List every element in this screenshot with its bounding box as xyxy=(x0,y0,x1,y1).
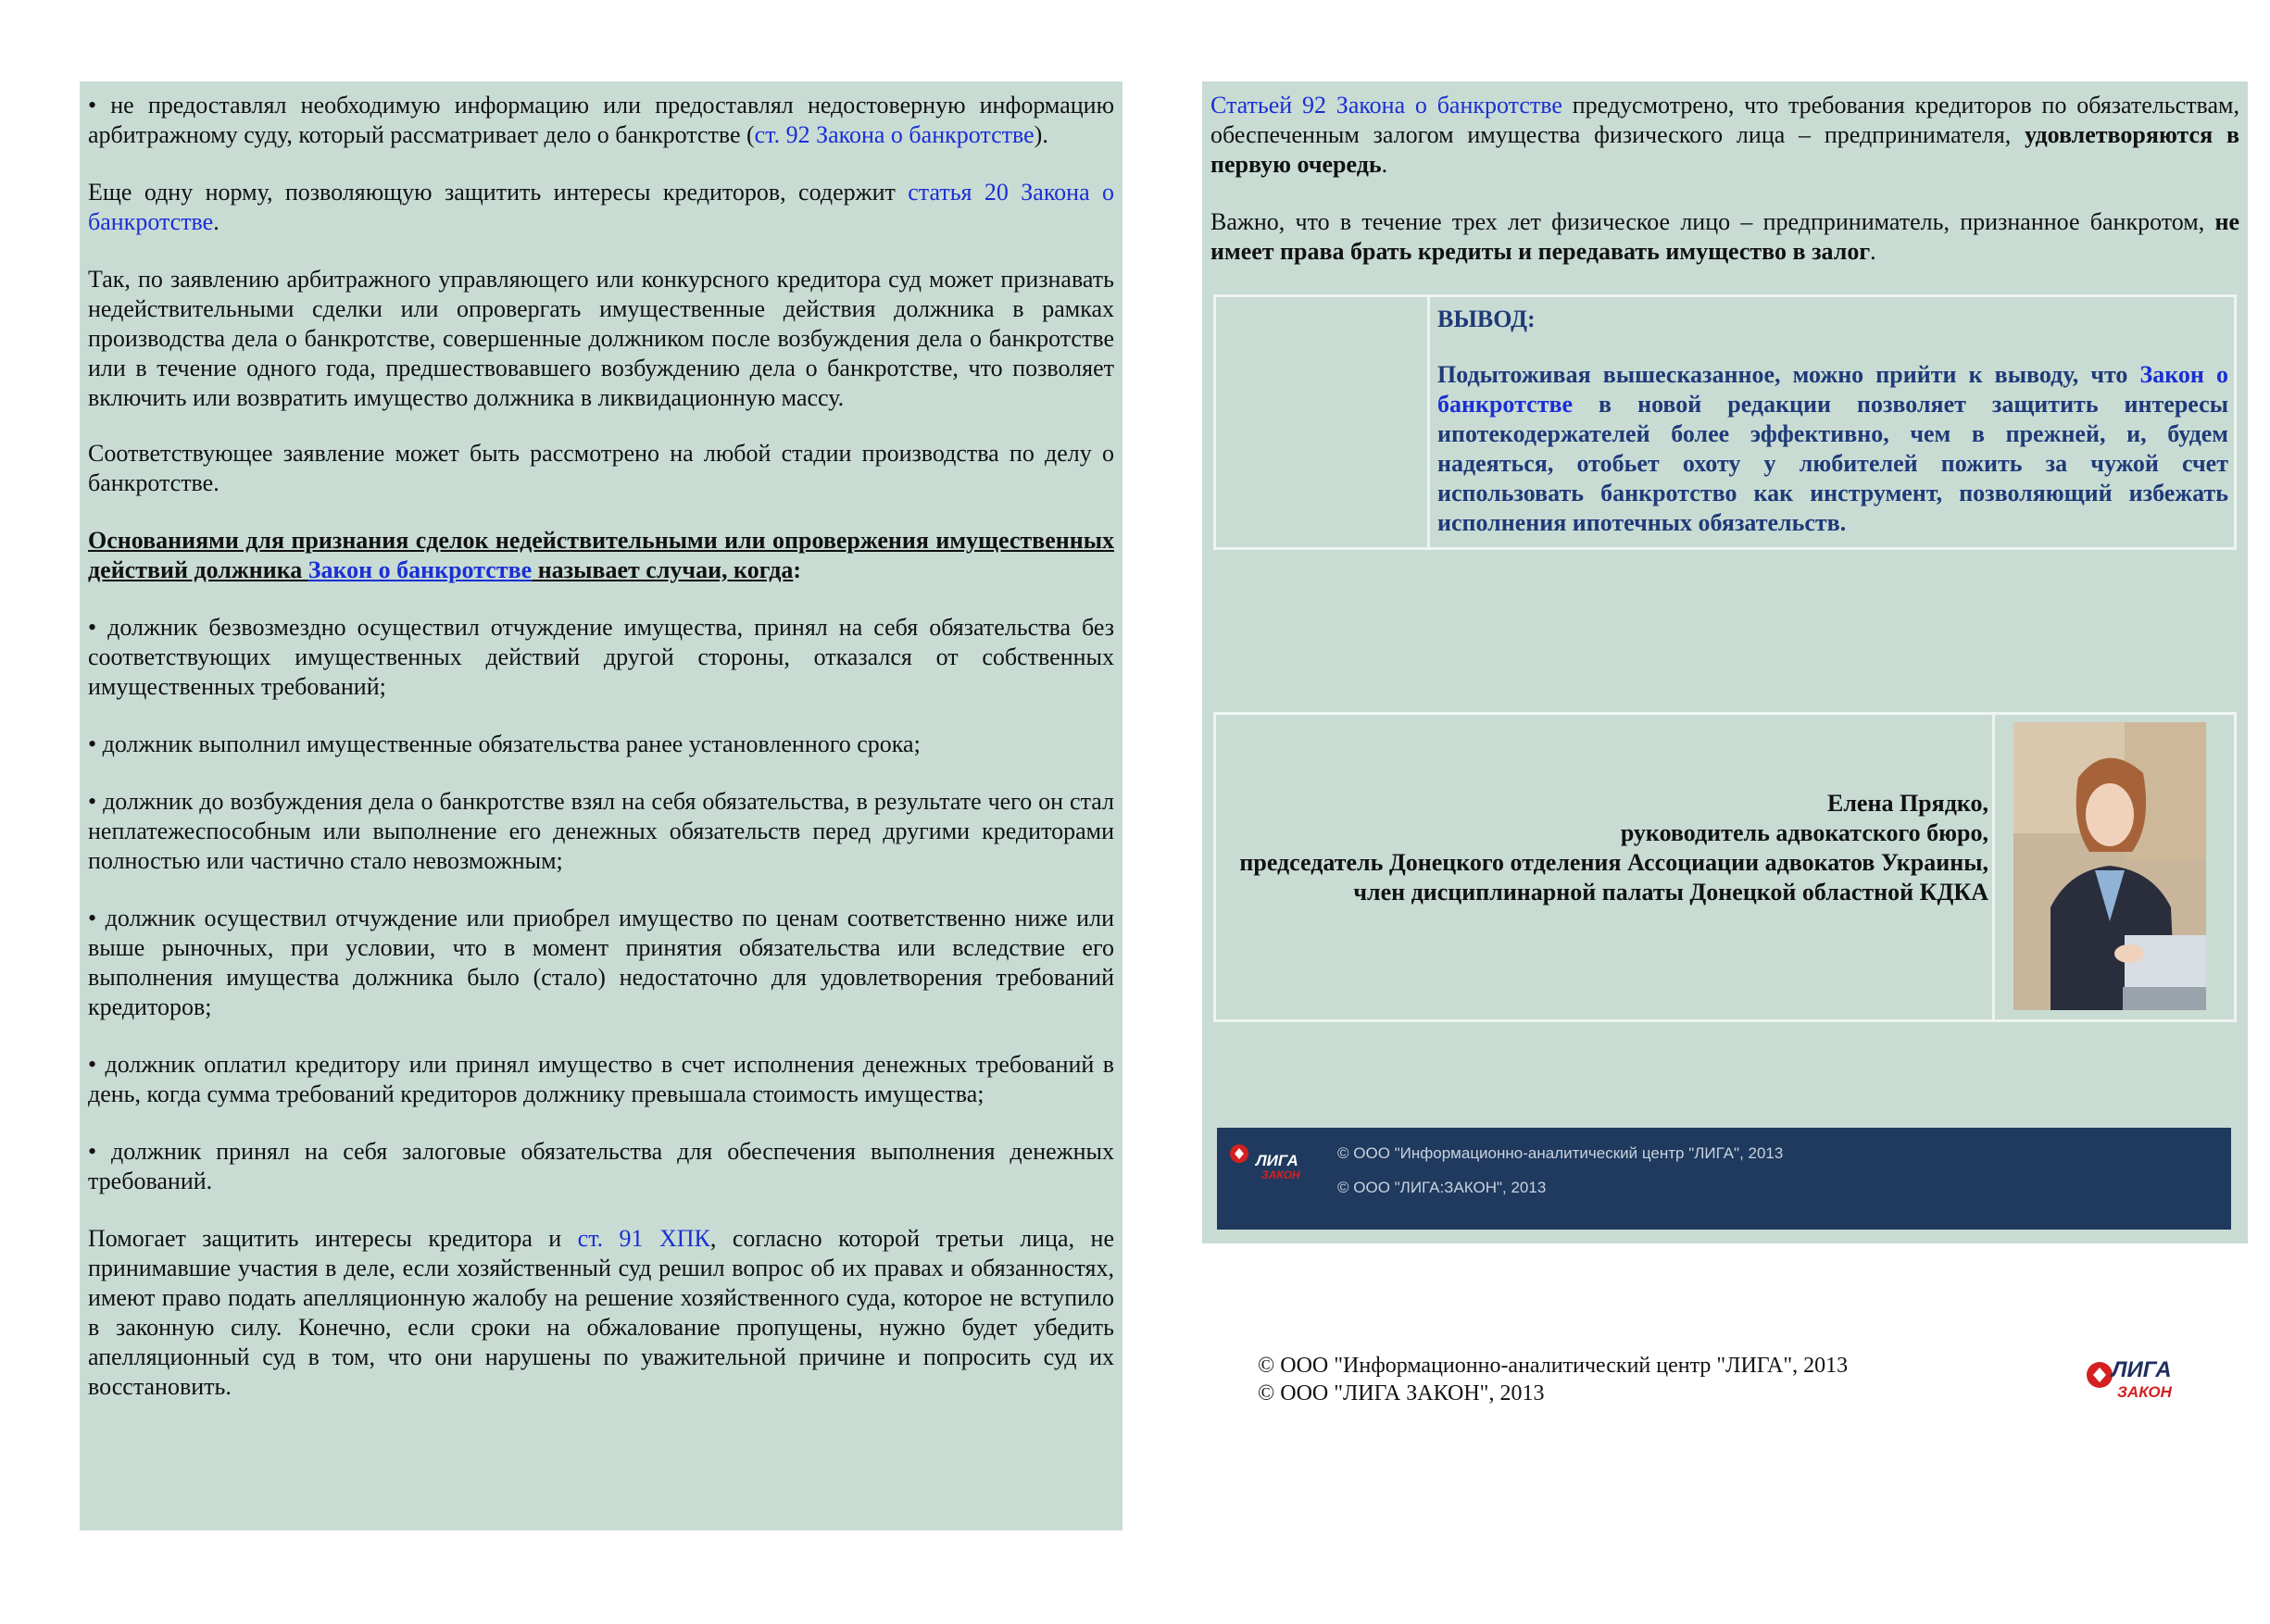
conclusion-title: ВЫВОД: xyxy=(1437,306,1536,332)
link-art-91-hpk[interactable]: ст. 91 ХПК xyxy=(577,1225,710,1252)
bullet-item: • должник выполнил имущественные обязательства ранее установленного срока; xyxy=(88,731,921,757)
paragraph-art-91: Помогает защитить интересы кредитора и ст. 91 ХПК, согласно которой третьи лица, не принимавшие участия в деле, если хозяйственный суд решил вопрос об их правах и обязанностях, имеют право подать апелляционную жалобу на решение хозяйственного суда, которое не вступило в законную силу. Конечно, если сроки на обжалование пропущены, нужно будет убедить апелляционный суд в том, что они нарушены по уважительной причине и попросить суд их восстановить. xyxy=(88,1225,1114,1400)
footer-copyright-line1: © ООО "Информационно-аналитический центр "ЛИГА", 2013 xyxy=(1258,1354,1849,1378)
footer-logo-zakon: ЗАКОН xyxy=(2117,1383,2172,1401)
banner-copyright-line2: © ООО "ЛИГА:ЗАКОН", 2013 xyxy=(1337,1179,1547,1196)
conclusion-text: Подытоживая вышесказанное, можно прийти к выводу, что Закон о банкротстве в новой редакции позволяет защитить интересы ипотекодержателей более эффективно, чем в прежней, и, будем надеяться, отобьет охоту у любителей пожить за чужой счет использовать банкротство как инструмент, позволяющий избежать исполнения ипотечных обязательств. xyxy=(1437,361,2228,536)
author-name: Елена Прядко, xyxy=(1827,790,1988,817)
author-title: руководитель адвокатского бюро, xyxy=(1620,819,1988,846)
link-art-20[interactable]: статья 20 Закона о банкротстве xyxy=(88,179,1114,235)
link-law-conclusion[interactable]: Закон о банкротстве xyxy=(1437,361,2228,418)
banner-logo-liga: ЛИГА xyxy=(1256,1152,1298,1169)
link-art-92[interactable]: ст. 92 Закона о банкротстве xyxy=(754,121,1035,148)
author-membership: член дисциплинарной палаты Донецкой областной КДКА xyxy=(1353,879,1988,906)
copyright-banner xyxy=(1217,1128,2231,1230)
author-position: председатель Донецкого отделения Ассоциации адвокатов Украины, xyxy=(1239,849,1988,876)
author-box xyxy=(1213,712,2237,1022)
paragraph-info-bullet: • не предоставлял необходимую информацию или предоставлял недостоверную информацию арбитражному суду, который рассматривает дело о банкротстве (ст. 92 Закона о банкротстве). xyxy=(88,92,1114,148)
banner-copyright-line1: © ООО "Информационно-аналитический центр "ЛИГА", 2013 xyxy=(1337,1144,1784,1162)
conclusion-content xyxy=(1430,297,2234,547)
link-art-92-right[interactable]: Статьей 92 Закона о банкротстве xyxy=(1210,92,1562,119)
paragraph-invalid-deals: Так, по заявлению арбитражного управляющего или конкурсного кредитора суд может признавать недействительными сделки или опровергать имущественные действия должника в рамках производства дела о банкротстве, совершенные должником после возбуждения дела о банкротстве или в течение одного года, предшествовавшего возбуждению дела о банкротстве, что позволяет включить или возвратить имущество должника в ликвидационную массу. xyxy=(88,266,1114,411)
right-column xyxy=(1202,81,2248,1243)
bullet-item: • должник безвозмездно осуществил отчуждение имущества, принял на себя обязательства без соответствующих имущественных действий другой стороны, отказался от собственных имущественных требований; xyxy=(88,614,1114,700)
footer-copyright-line2: © ООО "ЛИГА ЗАКОН", 2013 xyxy=(1258,1381,1545,1405)
left-column xyxy=(80,81,1122,1530)
author-photo-cell xyxy=(1995,715,2234,1019)
bullet-item: • должник до возбуждения дела о банкротстве взял на себя обязательства, в результате чего он стал неплатежеспособным или выполнение его денежных обязательств перед другими кредиторами полностью или частично стало невозможным; xyxy=(88,788,1114,874)
banner-logo-zakon: ЗАКОН xyxy=(1261,1168,1300,1181)
paragraph-three-years: Важно, что в течение трех лет физическое лицо – предприниматель, признанное банкротом, не имеет права брать кредиты и передавать имущество в залог. xyxy=(1210,208,2239,265)
bullet-item: • должник осуществил отчуждение или приобрел имущество по ценам соответственно ниже или выше рыночных, при условии, что в момент принятия обязательства или вследствие его выполнения имущества должника было (стало) недостаточно для удовлетворения требований кредиторов; xyxy=(88,905,1114,1020)
author-photo xyxy=(2013,722,2206,1010)
paragraph-art-20: Еще одну норму, позволяющую защитить интересы кредиторов, содержит статья 20 Закона о банкротстве. xyxy=(88,179,1114,235)
footer-logo-liga: ЛИГА xyxy=(2112,1357,2172,1382)
author-credits xyxy=(1216,715,1995,1019)
conclusion-box xyxy=(1213,294,2237,550)
liga-logo-icon xyxy=(2084,1359,2115,1391)
paragraph-grounds-heading: Основаниями для признания сделок недействительными или опровержения имущественных действий должника Закон о банкротстве называет случаи, когда: xyxy=(88,527,1114,583)
liga-zakon-logo xyxy=(2084,1354,2191,1405)
conclusion-empty-cell xyxy=(1216,297,1430,547)
page-footer xyxy=(1258,1352,1848,1407)
bullet-item: • должник принял на себя залоговые обязательства для обеспечения выполнения денежных требований. xyxy=(88,1138,1114,1194)
bullet-item: • должник оплатил кредитору или принял имущество в счет исполнения денежных требований в день, когда сумма требований кредиторов должнику превышала стоимость имущества; xyxy=(88,1051,1114,1107)
paragraph-priority: Статьей 92 Закона о банкротстве предусмотрено, что требования кредиторов по обязательствам, обеспеченным залогом имущества физического лица – предпринимателя, удовлетворяются в первую очередь. xyxy=(1210,92,2239,178)
link-bankruptcy-law[interactable]: Закон о банкротстве xyxy=(307,556,533,583)
paragraph-any-stage: Соответствующее заявление может быть рассмотрено на любой стадии производства по делу о банкротстве. xyxy=(88,440,1114,496)
